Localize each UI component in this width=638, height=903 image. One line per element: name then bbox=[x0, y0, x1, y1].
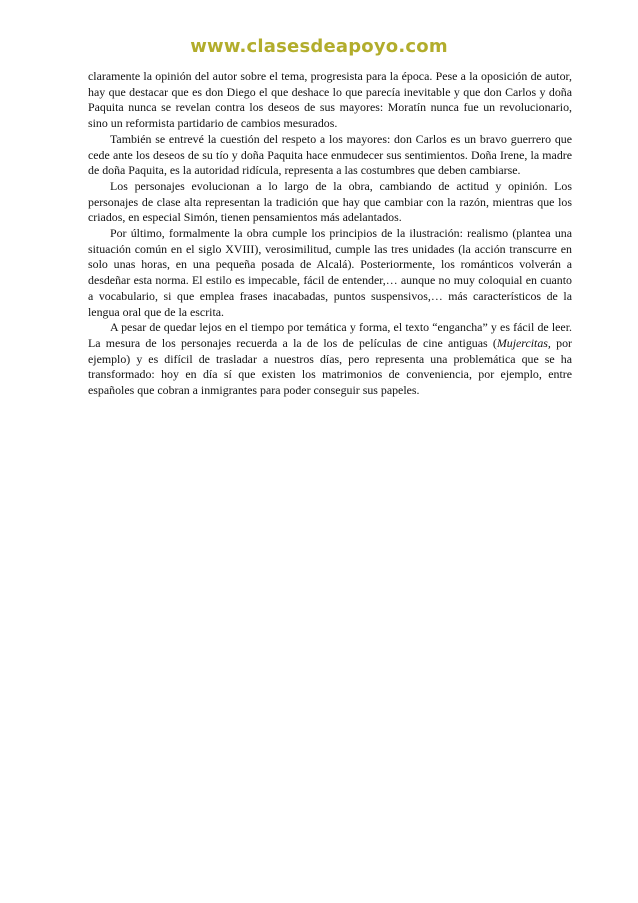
paragraph-5 bbox=[88, 320, 572, 399]
paragraph-4: Por último, formalmente la obra cumple los principios de la ilustración: realismo (plantea una situación común en el siglo XVIII), verosimilitud, cumple las tres unidades (la acción transcurre en solo unas horas, en una pequeña posada de Alcalá). Posteriormente, los románticos volverán a desdeñar esta norma. El estilo es impecable, fácil de entender,… aunque no muy coloquial en cuanto a vocabulario, si que emplea frases inacabadas, puntos suspensivos,… más característicos de la lengua oral que de la escrita. bbox=[88, 226, 572, 319]
document-body bbox=[88, 69, 572, 399]
film-title-italic: Mujercitas, bbox=[496, 335, 551, 350]
site-header-url: www.clasesdeapoyo.com bbox=[190, 36, 448, 57]
paragraph-5-text-after: por ejemplo) y es difícil de trasladar a nuestros días, pero representa una problemática que se ha transformado: hoy en día sí que existen los matrimonios de conveniencia, por ejemplo, entre españoles que cobran a inmigrantes para poder conseguir sus papeles. bbox=[88, 335, 573, 398]
paragraph-3: Los personajes evolucionan a lo largo de la obra, cambiando de actitud y opinión. Los personajes de clase alta representan la tradición que hay que cambiar con la razón, mientras que los criados, en especial Simón, tienen pensamientos más adelantados. bbox=[88, 178, 572, 225]
paragraph-2: También se entrevé la cuestión del respeto a los mayores: don Carlos es un bravo guerrero que cede ante los deseos de su tío y doña Paquita hace enmudecer sus sentimientos. Doña Irene, la madre de doña Paquita, es la autoridad ridícula, representa a las costumbres que deben cambiarse. bbox=[88, 131, 572, 178]
paragraph-1: claramente la opinión del autor sobre el tema, progresista para la época. Pese a la oposición de autor, hay que destacar que es don Diego el que deshace lo que parecía inevitable y que don Carlos y doña Paquita nunca se revelan contra los deseos de sus mayores: Moratín nunca fue un revolucionario, sino un reformista partidario de cambios mesurados. bbox=[88, 69, 572, 131]
paragraph-5-text-before: A pesar de quedar lejos en el tiempo por temática y forma, el texto “engancha” y es fácil de leer. La mesura de los personajes recuerda a la de los de películas de cine antiguas ( bbox=[88, 320, 572, 350]
